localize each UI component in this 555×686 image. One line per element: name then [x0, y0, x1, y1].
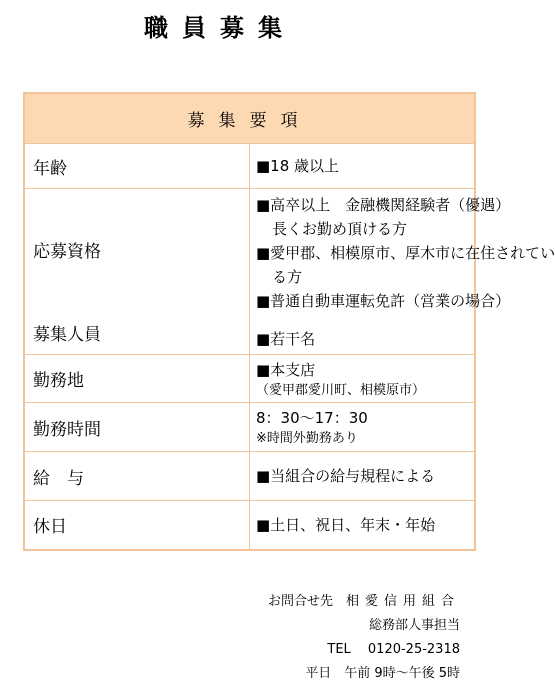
salary-value: ■当組合の給与規程による: [256, 467, 436, 485]
qualification-line: ■愛甲郡、相模原市、厚木市に在住されてい: [256, 243, 555, 262]
headcount-value: ■若干名: [256, 329, 316, 348]
contact-lead: お問合せ先: [267, 594, 333, 609]
age-value: ■18 歳以上: [256, 157, 340, 175]
contact-department: 総務部人事担当: [368, 618, 460, 633]
table-row: [24, 403, 475, 452]
holidays-label: 休日: [24, 501, 250, 550]
contact-organization: 相愛信用組合: [345, 594, 460, 609]
qualification-line: 長くお勤め頂ける方: [272, 219, 408, 238]
contact-block: [268, 590, 460, 686]
headcount-label: 募集人員: [33, 324, 101, 345]
location-value: ■本支店: [256, 360, 316, 379]
age-label: 年齢: [24, 144, 250, 189]
location-label: 勤務地: [24, 355, 250, 403]
location-detail: （愛甲郡愛川町、相模原市）: [256, 382, 426, 398]
hours-label: 勤務時間: [24, 403, 250, 452]
hours-value: 8：30〜17：30: [256, 409, 368, 427]
qualification-line: る方: [272, 267, 303, 286]
contact-tel: TEL 0120-25-2318: [327, 642, 460, 657]
table-row: [24, 501, 475, 550]
table-row: [24, 189, 475, 355]
qualification-line: ■普通自動車運転免許（営業の場合）: [256, 291, 511, 310]
holidays-value: ■土日、祝日、年末・年始: [256, 515, 436, 534]
table-header-row: [24, 93, 475, 144]
qualification-label: 応募資格: [33, 241, 101, 262]
contact-hours: 平日 午前 9時〜午後 5時: [305, 666, 460, 681]
table-row: [24, 355, 475, 403]
table-row: [24, 452, 475, 501]
qualification-line: ■高卒以上 金融機関経験者（優遇）: [256, 195, 511, 214]
page-title: 職員募集: [144, 14, 296, 42]
hours-note: ※時間外勤務あり: [256, 431, 358, 446]
salary-label: 給 与: [24, 452, 250, 501]
table-header: 募集要項: [24, 93, 475, 144]
table-row: [24, 144, 475, 189]
recruitment-table: [23, 92, 555, 551]
